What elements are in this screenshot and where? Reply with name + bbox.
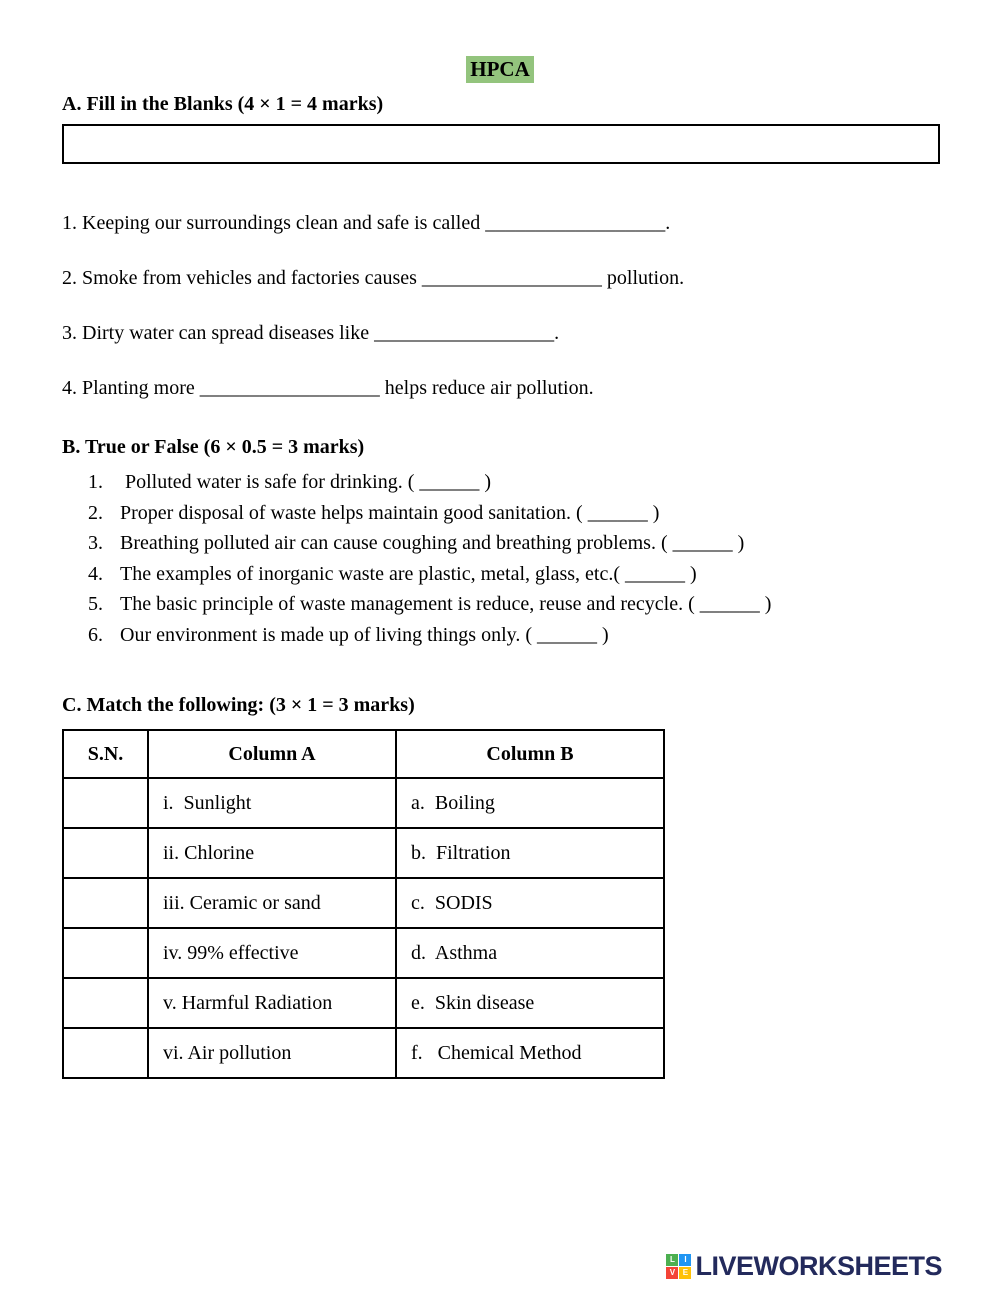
item-text: Breathing polluted air can cause coughing and breathing problems. ( ______ ) (120, 532, 745, 554)
fill-blank-item-2: 2. Smoke from vehicles and factories causes __________________ pollution. (62, 267, 685, 289)
item-number: 2. (88, 501, 103, 524)
answer-box[interactable] (62, 124, 940, 164)
logo-tile-i: I (679, 1254, 691, 1266)
table-row (63, 1028, 664, 1078)
column-a-cell: iv. 99% effective (148, 928, 396, 978)
fill-blank-item-4: 4. Planting more __________________ helps reduce air pollution. (62, 377, 594, 399)
column-b-cell: b. Filtration (396, 828, 664, 878)
table-row (63, 828, 664, 878)
true-false-item-5 (88, 589, 938, 620)
header-column-b: Column B (396, 730, 664, 778)
item-number: 5. (88, 593, 103, 615)
table-row (63, 878, 664, 928)
logo-tile-v: V (666, 1267, 678, 1279)
liveworksheets-footer (666, 1251, 942, 1282)
item-text: The basic principle of waste management is reduce, reuse and recycle. ( ______ ) (120, 593, 772, 615)
table-header-row (63, 730, 664, 778)
fill-blank-item-3: 3. Dirty water can spread diseases like __________________. (62, 322, 560, 344)
true-false-item-4 (88, 559, 938, 590)
sn-answer-cell[interactable] (63, 978, 148, 1028)
true-false-item-3 (88, 528, 938, 559)
column-a-cell: v. Harmful Radiation (148, 978, 396, 1028)
logo-tile-l: L (666, 1254, 678, 1266)
column-a-cell: iii. Ceramic or sand (148, 878, 396, 928)
sn-answer-cell[interactable] (63, 1028, 148, 1078)
liveworksheets-logo-icon (666, 1254, 691, 1279)
item-text: Proper disposal of waste helps maintain good sanitation. ( ______ ) (120, 501, 660, 524)
sn-answer-cell[interactable] (63, 828, 148, 878)
worksheet-title: HPCA (466, 56, 534, 83)
column-a-cell: i. Sunlight (148, 778, 396, 828)
item-number: 4. (88, 562, 103, 585)
true-false-item-1 (88, 467, 938, 498)
table-row (63, 978, 664, 1028)
item-number: 1. (88, 471, 103, 493)
sn-answer-cell[interactable] (63, 778, 148, 828)
column-b-cell: e. Skin disease (396, 978, 664, 1028)
sn-answer-cell[interactable] (63, 928, 148, 978)
fill-blank-item-1: 1. Keeping our surroundings clean and safe is called __________________. (62, 212, 671, 234)
column-b-cell: f. Chemical Method (396, 1028, 664, 1078)
header-column-a: Column A (148, 730, 396, 778)
header-sn: S.N. (63, 730, 148, 778)
section-c-heading: C. Match the following: (3 × 1 = 3 marks) (62, 694, 415, 716)
section-b-heading: B. True or False (6 × 0.5 = 3 marks) (62, 436, 365, 458)
item-text: Polluted water is safe for drinking. ( ______ ) (120, 471, 492, 493)
item-text: The examples of inorganic waste are plastic, metal, glass, etc.( ______ ) (120, 562, 697, 585)
column-a-cell: vi. Air pollution (148, 1028, 396, 1078)
column-b-cell: c. SODIS (396, 878, 664, 928)
true-false-list (88, 467, 938, 650)
sn-answer-cell[interactable] (63, 878, 148, 928)
item-number: 3. (88, 532, 103, 554)
table-row (63, 778, 664, 828)
column-a-cell: ii. Chlorine (148, 828, 396, 878)
column-b-cell: a. Boiling (396, 778, 664, 828)
item-text: Our environment is made up of living things only. ( ______ ) (120, 623, 609, 646)
title-row (0, 0, 1000, 83)
column-b-cell: d. Asthma (396, 928, 664, 978)
section-a-heading: A. Fill in the Blanks (4 × 1 = 4 marks) (62, 93, 384, 115)
item-number: 6. (88, 623, 103, 646)
liveworksheets-brand-text: LIVEWORKSHEETS (695, 1251, 942, 1281)
true-false-item-6 (88, 620, 938, 651)
table-row (63, 928, 664, 978)
match-table (62, 729, 665, 1079)
true-false-item-2 (88, 498, 938, 529)
logo-tile-e: E (679, 1267, 691, 1279)
